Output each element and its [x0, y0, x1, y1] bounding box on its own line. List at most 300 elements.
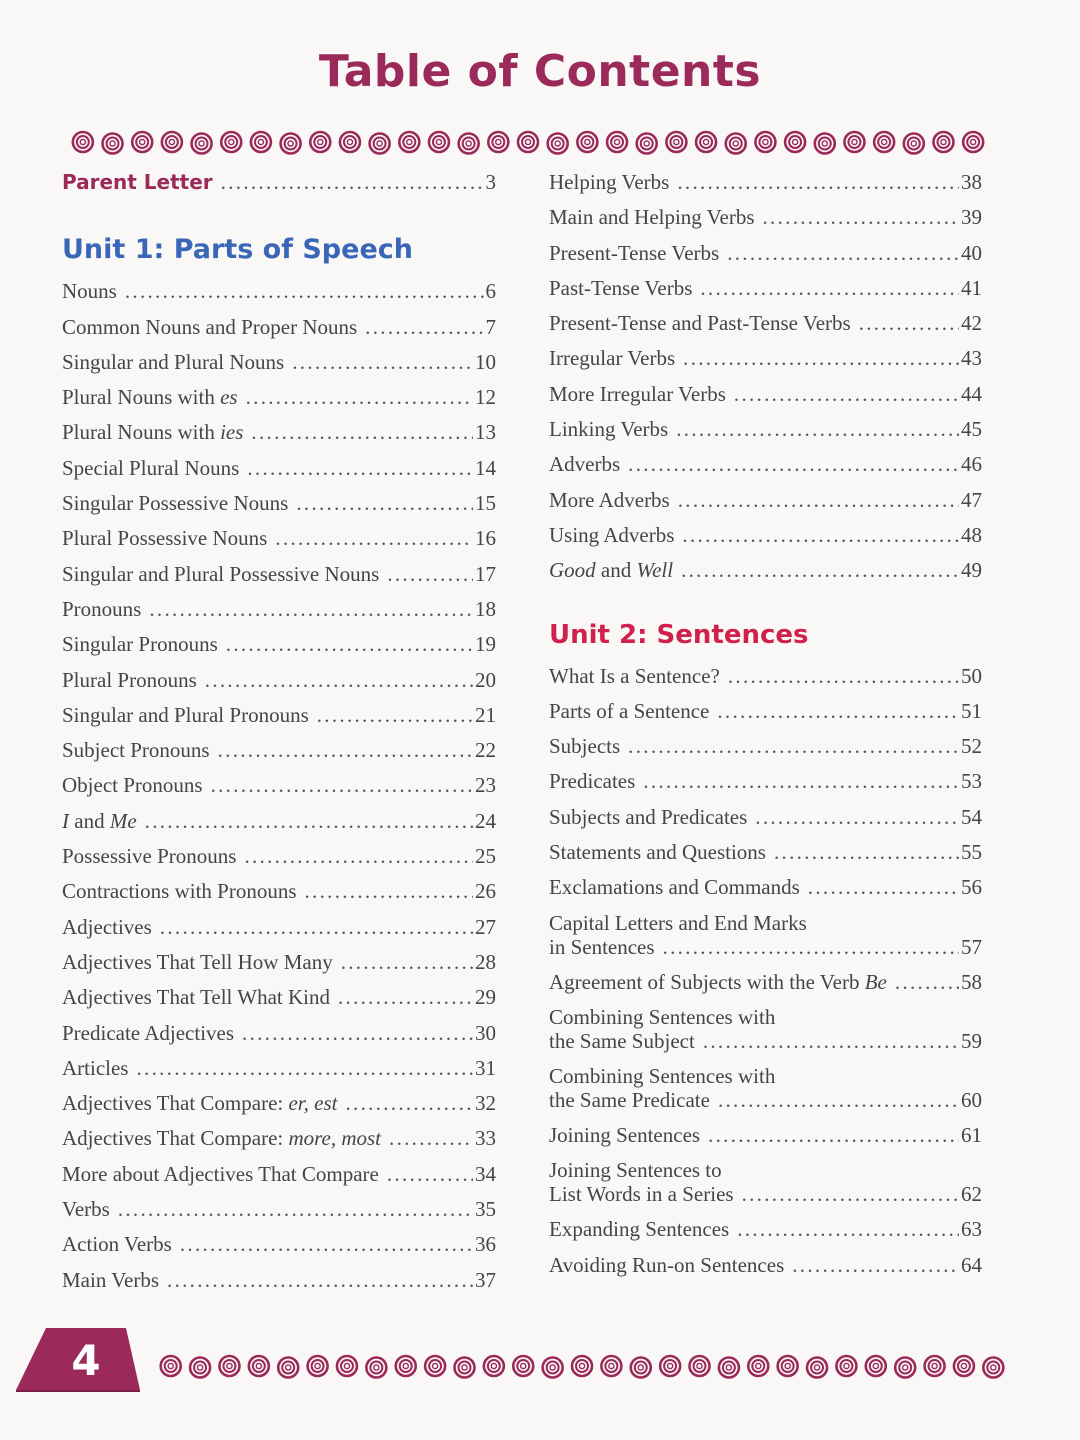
dot-leader: [317, 703, 473, 727]
toc-entry-page: 35: [475, 1197, 496, 1222]
toc-entry-title-text: Singular Pronouns: [62, 632, 218, 657]
toc-entry-page: 44: [961, 381, 982, 406]
toc-entry-title-text: Object Pronouns: [62, 773, 203, 798]
toc-entry-page: 57: [961, 934, 982, 959]
dot-leader: [221, 170, 484, 194]
toc-entry-title-italic: I: [62, 808, 69, 833]
dot-leader: [728, 664, 959, 688]
dot-leader: [643, 769, 959, 793]
toc-entry[interactable]: [549, 970, 982, 1005]
toc-entry-title: [549, 205, 755, 229]
toc-entry-page: 43: [961, 346, 982, 371]
dot-leader: [708, 1123, 959, 1147]
ring-icon: [308, 1356, 328, 1376]
toc-entry-title: [549, 558, 673, 582]
toc-entry[interactable]: [62, 1162, 496, 1197]
toc-entry-title: [549, 1123, 700, 1147]
toc-entry-parent-letter[interactable]: [62, 170, 496, 205]
toc-entry-title-text: Helping Verbs: [549, 170, 670, 194]
toc-entry-title-text: Special Plural Nouns: [62, 455, 240, 480]
toc-entry-title: [62, 279, 117, 303]
toc-entry[interactable]: [549, 523, 982, 558]
toc-entry-title-line1: Combining Sentences with: [549, 1004, 776, 1029]
toc-entry[interactable]: [62, 597, 496, 632]
ring-icon: [162, 132, 182, 152]
toc-entry-page: 64: [961, 1252, 982, 1277]
toc-entry[interactable]: [62, 915, 496, 950]
toc-entry[interactable]: [62, 350, 496, 385]
toc-entry-title-line1: Combining Sentences with: [549, 1063, 776, 1088]
toc-entry-title: [62, 597, 141, 621]
toc-entry-title-text: Exclamations and Commands: [549, 875, 800, 900]
toc-entry-title-italic: es: [220, 385, 238, 410]
ring-icon: [778, 1356, 798, 1376]
toc-entry-title-text: Subject Pronouns: [62, 738, 210, 763]
ring-icon: [904, 134, 924, 154]
toc-entry-page: 51: [961, 698, 982, 723]
toc-entry[interactable]: [549, 241, 982, 276]
toc-entry-title: [549, 523, 674, 547]
ring-icon: [396, 1356, 416, 1376]
toc-entry[interactable]: [62, 738, 496, 773]
toc-entry[interactable]: [62, 1021, 496, 1056]
ring-icon: [73, 132, 93, 152]
toc-entry[interactable]: [549, 664, 982, 699]
toc-entry[interactable]: [549, 875, 982, 910]
toc-entry[interactable]: [549, 840, 982, 875]
toc-entry-page: 13: [475, 420, 496, 445]
toc-entry-title-line1: Capital Letters and End Marks: [549, 910, 807, 935]
toc-entry[interactable]: [62, 985, 496, 1020]
toc-entry[interactable]: [549, 1217, 982, 1252]
page-number: 4: [71, 1335, 101, 1385]
dot-leader: [275, 526, 473, 550]
ring-icon: [785, 132, 805, 152]
ring-icon: [726, 134, 746, 154]
ring-icon: [337, 1356, 357, 1376]
dot-leader: [678, 488, 959, 512]
toc-entry-page: 22: [475, 738, 496, 763]
toc-entry[interactable]: [549, 734, 982, 769]
ring-icon: [637, 134, 657, 154]
toc-entry-title-text: Plural Nouns with: [62, 420, 221, 445]
toc-entry-title: [62, 1056, 128, 1080]
toc-entry-page: 50: [961, 663, 982, 688]
toc-entry-title-text: Nouns: [62, 279, 117, 304]
dot-leader: [727, 241, 959, 265]
toc-entry-title-text: Adverbs: [549, 452, 621, 477]
toc-entry-page: 55: [961, 840, 982, 865]
dot-leader: [681, 558, 959, 582]
ring-icon: [601, 1356, 621, 1376]
toc-entry-title-text: Adjectives That Tell What Kind: [62, 985, 330, 1010]
toc-entry-title-text: Present-Tense Verbs: [549, 240, 720, 265]
toc-entry[interactable]: [62, 773, 496, 808]
toc-entry[interactable]: [62, 1197, 496, 1232]
ring-icon: [278, 1358, 298, 1378]
dot-leader: [703, 1029, 959, 1053]
dot-leader: [292, 350, 473, 374]
ring-icon: [161, 1356, 181, 1376]
toc-entry-title: [62, 1268, 159, 1292]
ring-icon: [866, 1356, 886, 1376]
toc-entry-title: [549, 488, 670, 512]
toc-entry[interactable]: [62, 632, 496, 667]
toc-entry[interactable]: [549, 1253, 982, 1288]
toc-entry[interactable]: [62, 844, 496, 879]
toc-entry-title-italic: er, est: [288, 1091, 338, 1116]
dot-leader: [682, 523, 959, 547]
toc-entry-title: [549, 382, 726, 406]
ring-icon: [251, 132, 271, 152]
toc-entry-title-italic: Be: [864, 969, 887, 994]
toc-entry-title: [62, 1232, 172, 1256]
toc-entry-title: [549, 1253, 784, 1277]
toc-entry-title: [62, 491, 288, 515]
ring-icon: [310, 132, 330, 152]
toc-entry-page: 26: [475, 879, 496, 904]
ring-icon: [895, 1358, 915, 1378]
toc-entry-title-text: Past-Tense Verbs: [549, 275, 693, 300]
dot-leader: [755, 805, 959, 829]
dot-leader: [341, 950, 473, 974]
ring-icon: [399, 132, 419, 152]
toc-entry[interactable]: [62, 703, 496, 738]
toc-entry-title-italic: Me: [109, 808, 137, 833]
ring-icon: [429, 132, 449, 152]
toc-entry-page: 24: [475, 808, 496, 833]
toc-entry-title: [62, 632, 218, 656]
toc-entry-title-text: Expanding Sentences: [549, 1217, 730, 1242]
toc-entry-title: [62, 526, 267, 550]
ring-icon: [631, 1358, 651, 1378]
ring-icon: [425, 1356, 445, 1376]
ring-icon: [755, 132, 775, 152]
toc-entry-title: [62, 879, 297, 903]
toc-entry-title: Parent Letter: [62, 170, 213, 194]
toc-entry[interactable]: [549, 1158, 982, 1217]
toc-entry[interactable]: [62, 456, 496, 491]
toc-entry[interactable]: [62, 1126, 496, 1161]
ring-icon: [577, 132, 597, 152]
toc-entry[interactable]: [549, 1005, 982, 1064]
toc-entry-title-text: Verbs: [62, 1197, 110, 1222]
dot-leader: [742, 1182, 959, 1206]
ring-icon: [954, 1356, 974, 1376]
toc-entry[interactable]: [549, 699, 982, 734]
toc-entry-title-text: Common Nouns and Proper Nouns: [62, 314, 358, 339]
dot-leader: [718, 1088, 959, 1112]
toc-entry-title-text: Main and Helping Verbs: [549, 205, 755, 230]
toc-entry-title: [62, 1197, 110, 1221]
toc-entry-title: [549, 935, 655, 959]
toc-entry-title-text: Pronouns: [62, 596, 142, 621]
dot-leader: [895, 970, 959, 994]
dot-leader: [387, 562, 473, 586]
toc-entry-title-text: Adjectives: [62, 914, 152, 939]
dot-leader: [180, 1232, 473, 1256]
toc-entry[interactable]: [62, 385, 496, 420]
ring-icon: [815, 134, 835, 154]
toc-entry-page: 12: [475, 385, 496, 410]
dot-leader: [160, 915, 473, 939]
toc-entry[interactable]: [549, 346, 982, 381]
toc-entry-page: 48: [961, 522, 982, 547]
toc-entry-title-text: Contractions with Pronouns: [62, 879, 297, 904]
toc-entry-title: [549, 840, 766, 864]
toc-entry-title-italic: more, most: [288, 1126, 382, 1151]
toc-entry-page: 16: [475, 526, 496, 551]
dot-leader: [118, 1197, 473, 1221]
toc-entry-title-text: the Same Subject: [549, 1028, 695, 1053]
toc-entry-page: 19: [475, 632, 496, 657]
toc-entry[interactable]: [62, 950, 496, 985]
toc-entry[interactable]: [549, 276, 982, 311]
ring-icon: [807, 1358, 827, 1378]
toc-entry-title-text: in Sentences: [549, 934, 655, 959]
page-title: Table of Contents: [318, 46, 762, 97]
toc-entry-title: [62, 1021, 234, 1045]
toc-entry-page: 53: [961, 769, 982, 794]
toc-entry-title-text: Irregular Verbs: [549, 346, 676, 371]
toc-entry-title-text: What Is a Sentence?: [549, 663, 720, 688]
decorative-ring-border-top: [68, 128, 988, 158]
dot-leader: [149, 597, 473, 621]
dot-leader: [737, 1217, 959, 1241]
toc-entry-title: [62, 668, 197, 692]
toc-entry-page: 18: [475, 596, 496, 621]
toc-entry-page: 37: [475, 1267, 496, 1292]
toc-entry-title-text: Action Verbs: [62, 1232, 172, 1257]
toc-entry-page: 31: [475, 1055, 496, 1080]
toc-entry[interactable]: [62, 491, 496, 526]
toc-entry[interactable]: [549, 205, 982, 240]
ring-icon: [513, 1356, 533, 1376]
dot-leader: [763, 205, 960, 229]
toc-entry-title: [549, 1088, 710, 1112]
toc-entry[interactable]: [62, 1056, 496, 1091]
toc-entry-title: [62, 1091, 337, 1115]
toc-entry-title-text: the Same Predicate: [549, 1087, 710, 1112]
toc-entry-title: [62, 350, 284, 374]
dot-leader: [717, 699, 959, 723]
toc-entry[interactable]: [549, 170, 982, 205]
toc-entry-page: 15: [475, 491, 496, 516]
toc-entry-page: 56: [961, 875, 982, 900]
toc-entry-title-text: Articles: [62, 1055, 129, 1080]
dot-leader: [859, 311, 959, 335]
toc-entry-title-italic: Well: [636, 558, 674, 583]
dot-leader: [365, 315, 483, 339]
toc-entry-title-text: Present-Tense and Past-Tense Verbs: [549, 311, 851, 336]
toc-entry-page: 36: [475, 1232, 496, 1257]
toc-entry-title-text: Agreement of Subjects with the Verb: [549, 969, 865, 994]
ring-icon: [660, 1356, 680, 1376]
toc-entry-title: [62, 773, 203, 797]
toc-entry-title: [549, 664, 720, 688]
toc-entry-title-text: Using Adverbs: [549, 522, 675, 547]
toc-entry[interactable]: [62, 1232, 496, 1267]
ring-icon: [925, 1356, 945, 1376]
toc-entry-page: 58: [961, 969, 982, 994]
ring-border-graphic: [68, 128, 988, 158]
toc-entry-title-text: List Words in a Series: [549, 1182, 734, 1207]
toc-entry-page: 7: [485, 314, 496, 339]
ring-icon: [190, 1358, 210, 1378]
toc-entry-title: [549, 346, 675, 370]
toc-left-column: [62, 170, 496, 1303]
dot-leader: [305, 879, 474, 903]
toc-entry[interactable]: [549, 769, 982, 804]
dot-leader: [808, 875, 959, 899]
ring-icon: [548, 134, 568, 154]
dot-leader: [628, 452, 959, 476]
toc-entry[interactable]: [549, 558, 982, 593]
toc-entry-title: [62, 844, 236, 868]
toc-entry-title-text: Adjectives That Compare:: [62, 1091, 289, 1116]
dot-leader: [387, 1162, 473, 1186]
toc-entry-title: [549, 805, 747, 829]
toc-entry-title: [62, 738, 210, 762]
toc-entry-page: 10: [475, 349, 496, 374]
toc-entry-title: [62, 915, 152, 939]
toc-entry[interactable]: [62, 879, 496, 914]
toc-entry-page: 21: [475, 702, 496, 727]
ring-icon: [983, 1358, 1003, 1378]
toc-entry-title: [549, 311, 851, 335]
toc-entry-title: [549, 1029, 695, 1053]
toc-entry[interactable]: [62, 1268, 496, 1303]
toc-entry-title-text: Predicates: [549, 769, 636, 794]
toc-entry-page: 42: [961, 311, 982, 336]
toc-entry-title: [62, 809, 137, 833]
toc-entry-page: 34: [475, 1161, 496, 1186]
ring-icon: [933, 132, 953, 152]
toc-entry-title: [549, 241, 719, 265]
toc-entry-title-text: Subjects: [549, 734, 621, 759]
ring-icon: [459, 134, 479, 154]
ring-icon: [249, 1356, 269, 1376]
toc-entry[interactable]: [549, 911, 982, 970]
dot-leader: [244, 844, 473, 868]
toc-entry-page: 17: [475, 561, 496, 586]
toc-entry[interactable]: [549, 452, 982, 487]
toc-entry-title: [62, 1162, 379, 1186]
toc-entry-page: 38: [961, 170, 982, 194]
toc-entry-title-line1: Joining Sentences to: [549, 1158, 722, 1183]
ring-icon: [543, 1358, 563, 1378]
dot-leader: [251, 420, 473, 444]
verb-entry-list: [549, 170, 982, 594]
dot-leader: [774, 840, 959, 864]
toc-entry-page: 33: [475, 1126, 496, 1151]
toc-entry-title: [549, 699, 709, 723]
toc-entry-title-text: Adjectives That Compare:: [62, 1126, 289, 1151]
toc-entry[interactable]: [62, 526, 496, 561]
toc-entry-title: [549, 170, 669, 194]
ring-icon: [690, 1356, 710, 1376]
dot-leader: [218, 738, 473, 762]
toc-entry-title-italic: Good: [549, 558, 596, 583]
dot-leader: [226, 632, 473, 656]
toc-entry[interactable]: [549, 488, 982, 523]
toc-entry-title: [62, 985, 330, 1009]
ring-icon: [607, 132, 627, 152]
toc-entry-page: 14: [475, 455, 496, 480]
ring-icon: [844, 132, 864, 152]
toc-entry-page: 60: [961, 1087, 982, 1112]
toc-entry-page: 63: [961, 1217, 982, 1242]
toc-entry-title-text: Avoiding Run-on Sentences: [549, 1252, 785, 1277]
toc-entry-page: 49: [961, 558, 982, 583]
dot-leader: [296, 491, 473, 515]
toc-entry[interactable]: [62, 809, 496, 844]
toc-entry[interactable]: [549, 1064, 982, 1123]
toc-entry-page: 52: [961, 734, 982, 759]
toc-entry-title-italic: ies: [220, 420, 244, 445]
toc-entry-title: [549, 970, 887, 994]
toc-entry-title-text: and: [69, 808, 110, 833]
dot-leader: [211, 773, 473, 797]
dot-leader: [246, 385, 473, 409]
toc-entry-title: [549, 276, 692, 300]
toc-entry[interactable]: [62, 668, 496, 703]
toc-entry[interactable]: [62, 1091, 496, 1126]
toc-entry-title-text: Main Verbs: [62, 1267, 160, 1292]
ring-icon: [366, 1358, 386, 1378]
page-number-tab: [16, 1328, 140, 1392]
unit2-heading: Unit 2: Sentences: [549, 619, 809, 650]
toc-entry-title-text: More Adverbs: [549, 487, 670, 512]
unit1-heading: Unit 1: Parts of Speech: [62, 234, 413, 266]
toc-entry-title-text: More about Adjectives That Compare: [62, 1161, 379, 1186]
toc-entry-title-text: Adjectives That Tell How Many: [62, 949, 333, 974]
toc-entry-title: [62, 456, 239, 480]
toc-entry-title-text: Parts of a Sentence: [549, 698, 710, 723]
toc-entry[interactable]: [549, 311, 982, 346]
toc-entry-title-text: Singular and Plural Nouns: [62, 349, 285, 374]
toc-entry[interactable]: [62, 420, 496, 455]
dot-leader: [167, 1268, 473, 1292]
toc-entry-title: [62, 562, 379, 586]
ring-border-graphic: [156, 1352, 1008, 1382]
toc-entry-page: 6: [485, 279, 496, 304]
ring-icon: [719, 1358, 739, 1378]
toc-entry-page: 29: [475, 985, 496, 1010]
toc-entry-page: 20: [475, 667, 496, 692]
toc-entry-page: 23: [475, 773, 496, 798]
ring-icon: [484, 1356, 504, 1376]
toc-entry[interactable]: [62, 315, 496, 350]
toc-entry[interactable]: [549, 382, 982, 417]
toc-entry-title-text: Linking Verbs: [549, 417, 669, 442]
toc-entry-title-text: Singular Possessive Nouns: [62, 491, 289, 516]
toc-entry[interactable]: [549, 1123, 982, 1158]
dot-leader: [734, 382, 959, 406]
ring-icon: [572, 1356, 592, 1376]
toc-entry[interactable]: [62, 279, 496, 314]
toc-entry-page: 61: [961, 1122, 982, 1147]
toc-entry-title: [62, 385, 238, 409]
ring-icon: [132, 132, 152, 152]
toc-entry[interactable]: [549, 805, 982, 840]
ring-icon: [281, 134, 301, 154]
toc-entry-title-text: Predicate Adjectives: [62, 1020, 235, 1045]
toc-entry-page: 32: [475, 1091, 496, 1116]
ring-icon: [370, 134, 390, 154]
toc-entry[interactable]: [62, 562, 496, 597]
toc-entry[interactable]: [549, 417, 982, 452]
